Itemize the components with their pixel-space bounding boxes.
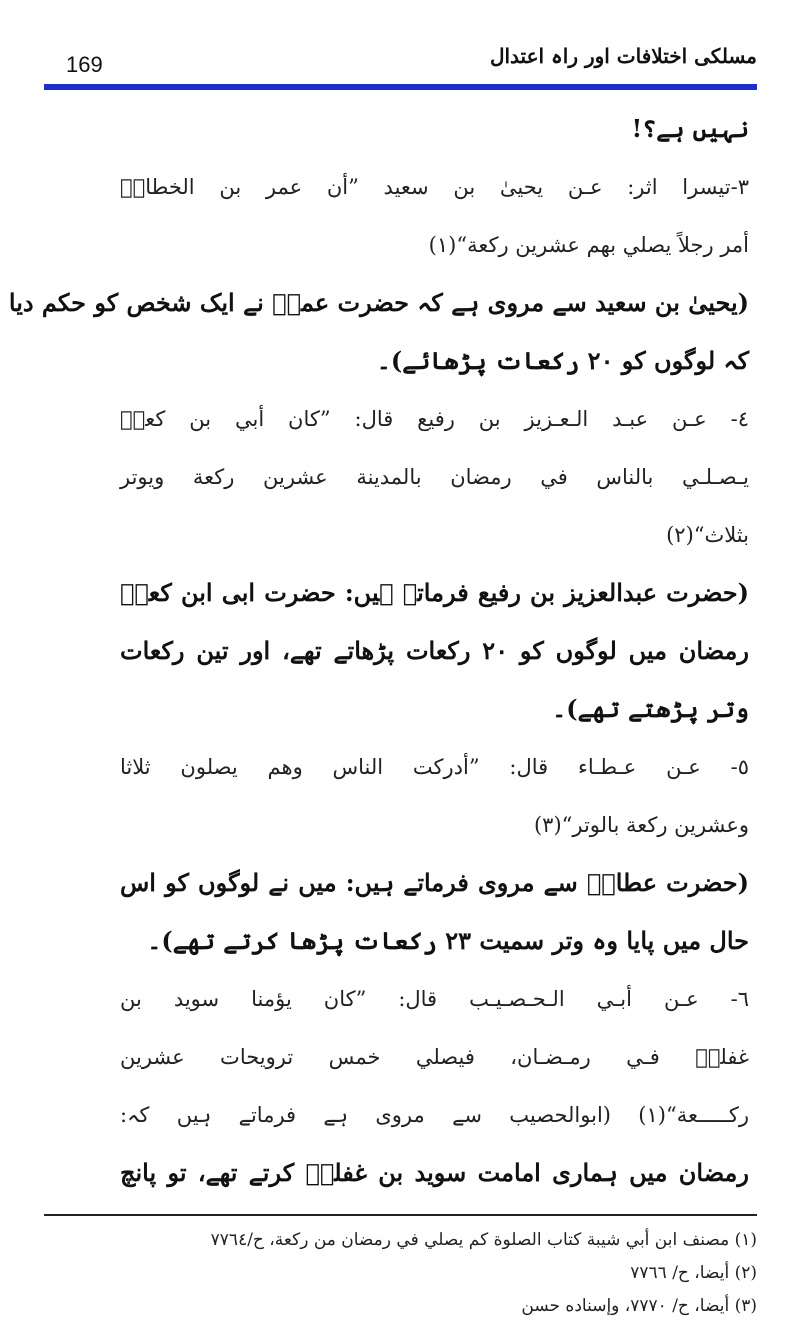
footnote-rule — [44, 1214, 757, 1216]
text-line-15: حال میں پایا وہ وتر سمیت ۲۳ رکعات پڑھا کرتے تھے)۔ — [147, 926, 749, 955]
text-line-12: ٥- عـن عـطـاء قال: ”أدركت الناس وهم يصلون ثلاثا — [120, 755, 749, 779]
text-line-1: نہیں ہے؟! — [631, 114, 749, 143]
text-line-16: ٦- عـن أبـي الـحـصـيـب قال: ”كان يؤمنا سويد بن — [120, 987, 749, 1011]
text-line-14: (حضرت عطاءؒ سے مروی فرماتے ہیں: میں نے لوگوں کو اس — [120, 868, 749, 897]
text-line-19: رمضان میں ہماری امامت سوید بن غفلہؓ کرتے تھے، تو پانچ — [120, 1158, 749, 1187]
text-line-5: کہ لوگوں کو ۲۰ رکعات پڑھائے)۔ — [376, 346, 749, 375]
text-line-8: بثلاث“(٢) — [666, 523, 749, 547]
footnote-2: (٢) أيضا، ح/ ٧٧٦٦ — [630, 1263, 757, 1283]
footnote-1: (١) مصنف ابن أبي شيبة كتاب الصلوة كم يصلي في رمضان من ركعة، ح/٧٧٦٤ — [210, 1230, 757, 1250]
text-line-17: غفلةؓ فـي رمـضـان، فيصلي خمس ترويحات عشرين — [120, 1045, 749, 1069]
text-line-11: وتر پڑھتے تھے)۔ — [552, 694, 749, 723]
text-line-6: ٤- عـن عبـد الـعـزيز بن رفيع قال: ”كان أبي بن كعبؓ — [120, 407, 749, 431]
text-line-7: يـصـلـي بالناس في رمضان بالمدينة عشرين ركعة ويوتر — [120, 465, 749, 489]
page-number: 169 — [66, 52, 103, 77]
footnotes — [120, 1224, 757, 1323]
text-line-2: ۳-تیسرا اثر: عـن يحيىٰ بن سعيد ”أن عمر بن الخطابؓ — [120, 175, 749, 199]
text-line-4: (یحییٰ بن سعید سے مروی ہے کہ حضرت عمرؓ نے ایک شخص کو حکم دیا — [8, 288, 749, 317]
body-text — [8, 100, 750, 1202]
text-line-3: أمر رجلاً يصلي بهم عشرين ركعة“(١) — [428, 233, 749, 257]
text-line-13: وعشرين ركعة بالوتر“(٣) — [533, 813, 749, 837]
running-title: مسلکی اختلافات اور راہ اعتدال — [489, 44, 757, 68]
text-line-9: (حضرت عبدالعزیز بن رفیع فرماتے ہیں: حضرت ابی ابن کعبؓ — [120, 578, 749, 607]
text-line-10: رمضان میں لوگوں کو ۲۰ رکعات پڑھاتے تھے، اور تین رکعات — [120, 636, 750, 665]
header-rule — [44, 84, 757, 90]
text-line-18: ركـــــعة“(١) (ابوالحصیب سے مروی ہے فرماتے ہیں کہ: — [120, 1103, 749, 1127]
footnote-3: (٣) أيضا، ح/ ٧٧٧٠، وإسناده حسن — [521, 1296, 757, 1316]
